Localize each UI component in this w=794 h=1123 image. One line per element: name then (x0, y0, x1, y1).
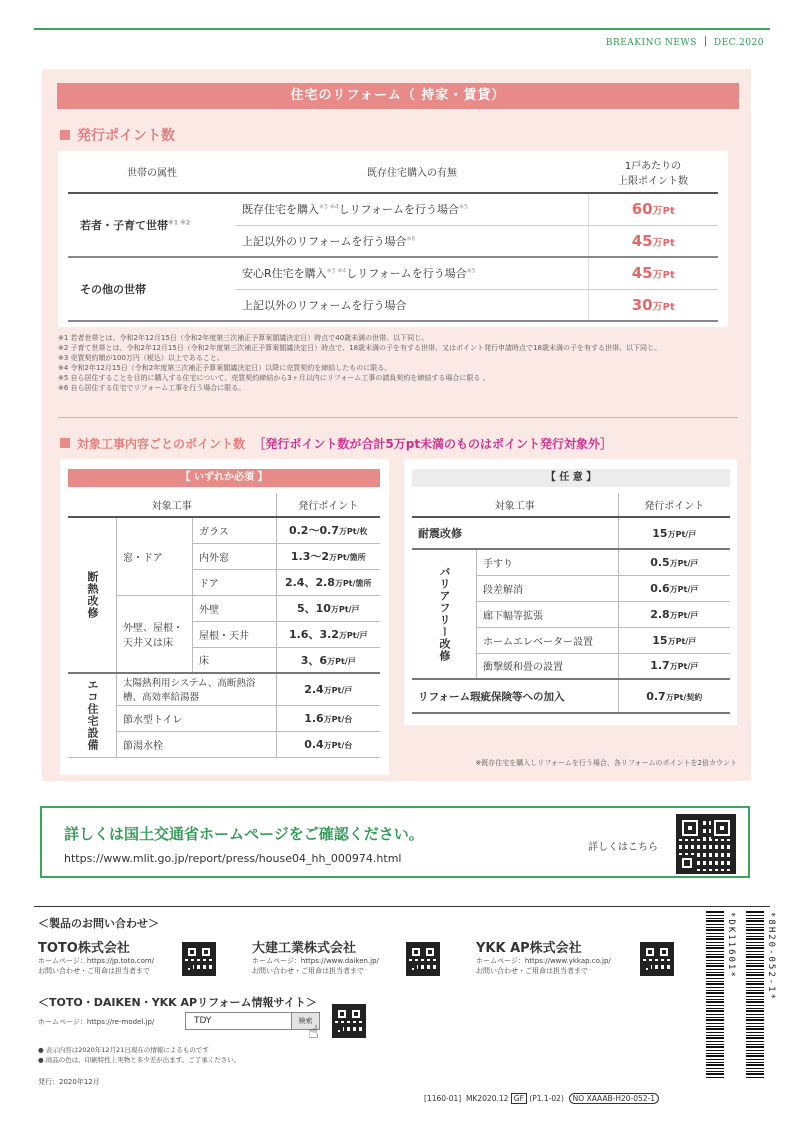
item-cell: 段差解消 (477, 575, 619, 601)
code-serial: XAAAB-H20-052-1 (586, 1094, 656, 1103)
points-unit: 万Pt (652, 301, 675, 313)
section1-title (60, 125, 175, 145)
company-daiken (252, 937, 379, 976)
item-cell: ガラス (193, 517, 277, 543)
qr-code-icon[interactable] (406, 942, 440, 976)
company-name: TOTO株式会社 (38, 941, 130, 956)
row-label (236, 193, 588, 225)
points-cell (618, 627, 730, 653)
barcode-1-icon (706, 910, 724, 1078)
points-value: 0.7 (646, 689, 666, 703)
points-unit: 万Pt/戸 (330, 605, 360, 614)
search-button[interactable]: 検索 (291, 1013, 319, 1029)
points-cell (276, 705, 380, 731)
points-value: 0.2～0.7 (288, 524, 339, 538)
col-points-header-line2: 上限ポイント数 (618, 175, 688, 187)
code-boxed: GF (511, 1093, 527, 1104)
print-codes (424, 1094, 659, 1103)
points-unit: 万Pt/箇所 (334, 579, 372, 588)
points-value: 15 (652, 633, 668, 647)
points-cell (276, 647, 380, 673)
info-title: 詳しくは国土交通省ホームページをご確認ください。 (64, 825, 424, 843)
code-text: MK2020.12 (465, 1094, 509, 1103)
item-cell: 手すり (477, 549, 619, 575)
points-value: 30 (631, 295, 653, 314)
reform-panel (42, 69, 751, 781)
company-name: YKK AP株式会社 (476, 941, 582, 956)
points-unit: 万Pt/台 (323, 714, 353, 724)
points-value: 1.6 (304, 711, 324, 725)
section2-title (60, 435, 612, 452)
panel-banner: 住宅のリフォーム（ 持家・賃貸） (57, 83, 739, 109)
points-unit: 万Pt/戸 (323, 685, 353, 695)
company-hp-link[interactable]: ホームページ：https://www.ykkap.co.jp/ (476, 957, 611, 965)
row-points (588, 257, 718, 289)
item-cell: 内外窓 (193, 543, 277, 569)
points-cell (618, 575, 730, 601)
header-label: BREAKING NEWS (605, 38, 697, 48)
table-row (412, 549, 730, 575)
item-cell: 節湯水栓 (117, 731, 277, 757)
attr-young (68, 193, 236, 257)
points-value: 1.6、3.2 (288, 628, 339, 641)
col-points-header: 発行ポイント (618, 493, 730, 517)
required-table (68, 493, 380, 758)
row-note-b: ※5 (466, 267, 476, 275)
points-unit: 万Pt/戸 (327, 656, 356, 666)
site-title: ＜TOTO・DAIKEN・YKK APリフォーム情報サイト＞ (38, 996, 317, 1009)
qr-code-icon[interactable] (640, 942, 674, 976)
points-value: 1.3～2 (290, 550, 330, 563)
footer-rule (34, 906, 770, 907)
header-meta (606, 36, 764, 48)
points-value: 0.6 (650, 581, 670, 595)
footnote: ※6 自ら居住する住宅でリフォーム工事を行う場合に限る。 (58, 384, 246, 392)
company-ask: お問い合わせ・ご用命は担当者まで (476, 967, 588, 975)
row-points (588, 225, 718, 257)
item-cell: 節水型トイレ (117, 705, 277, 731)
item-insurance: リフォーム瑕疵保険等への加入 (412, 679, 618, 713)
table-row (412, 679, 730, 713)
code-text: (P1.1-02) (529, 1094, 564, 1103)
section1-title-text: 発行ポイント数 (77, 128, 175, 144)
points-cell (276, 731, 380, 757)
footnote: ※1 若者世帯とは、令和2年12月15日（令和2年度第三次補正予算案閣議決定日）時点で40歳未満の世帯。以下同じ。 (58, 334, 429, 342)
section2-title-text: 対象工事内容ごとのポイント数 (77, 437, 246, 451)
points-value: 15 (652, 526, 668, 540)
qr-code-icon[interactable] (332, 1004, 366, 1038)
item-cell: ホームエレベーター設置 (477, 627, 619, 653)
table-row (68, 193, 718, 225)
points-cell (618, 601, 730, 627)
info-here-label: 詳しくはこちら (588, 842, 658, 853)
code-pill (569, 1093, 659, 1104)
attr-young-note: ※1 ※2 (168, 219, 191, 227)
code-no: NO (572, 1094, 585, 1103)
points-cell (618, 653, 730, 679)
table-row (68, 517, 380, 543)
points-value: 60 (631, 200, 653, 219)
attr-young-label: 若者・子育て世帯 (80, 219, 168, 232)
row-note-a: ※3 ※4 (326, 267, 347, 275)
attr-other-label: その他の世帯 (80, 283, 146, 296)
footnote: ※3 売買契約額が100万円（税込）以上であること。 (58, 354, 224, 362)
issued-date: 発行：2020年12月 (38, 1078, 100, 1086)
points-unit: 万Pt/戸 (667, 636, 697, 646)
top-rule (34, 28, 770, 30)
footnotes (58, 333, 661, 393)
footnote: ※4 令和2年12月15日（令和2年度第三次補正予算案閣議決定日）以降に売買契約を締結したものに限る。 (58, 364, 392, 372)
row-points (588, 193, 718, 225)
row-label (236, 225, 588, 257)
group-insulation: 断熱改修 (68, 517, 117, 673)
double-count-note: ※既存住宅を購入しリフォームを行う場合、各リフォームのポイントを2倍カウント (475, 759, 737, 767)
col-points-header (588, 151, 718, 193)
item-cell: 外壁 (193, 595, 277, 621)
search-value: TDY (194, 1016, 212, 1026)
section2-highlight: ［発行ポイント数が合計5万pt未満のものはポイント発行対象外］ (253, 437, 613, 451)
points-cell (618, 549, 730, 575)
group-barrier-free: バリアフリー改修 (412, 549, 477, 679)
barcode-1-text: *DK11601* (726, 912, 736, 979)
site-hp-link[interactable]: ホームページ：https://re-model.jp/ (38, 1018, 155, 1026)
row-label-a: 既存住宅を購入 (242, 203, 319, 217)
points-unit: 万Pt/戸 (669, 558, 699, 568)
company-hp-link[interactable]: ホームページ：https://www.daiken.jp/ (252, 957, 379, 965)
points-unit: 万Pt/戸 (669, 584, 699, 594)
company-toto (38, 937, 154, 976)
points-unit: 万Pt/戸 (338, 631, 368, 640)
row-note-a: ※3 ※4 (319, 203, 339, 211)
points-unit: 万Pt (652, 237, 675, 249)
points-cell (276, 621, 380, 647)
points-value: 5、10 (296, 602, 331, 615)
points-value: 2.4、2.8 (284, 576, 335, 589)
points-unit: 万Pt (652, 270, 675, 282)
group-eco: エコ住宅設備 (68, 673, 117, 757)
points-value: 45 (631, 231, 653, 250)
footnote: ※2 子育て世帯とは、令和2年12月15日（令和2年度第三次補正予算案閣議決定日）時点で、18歳未満の子を有する世帯、又はポイント発行申請時点で18歳未満の子を有する世帯。以下同じ。 (58, 344, 661, 352)
header-date: DEC.2020 (713, 38, 764, 48)
qr-code-icon[interactable] (676, 814, 736, 874)
points-value: 0.5 (650, 555, 670, 569)
points-value: 3、6 (300, 653, 328, 667)
table-header-row (68, 151, 718, 193)
required-tag: 【 いずれか必須 】 (68, 469, 380, 487)
points-value: 1.7 (650, 659, 670, 673)
points-unit: 万Pt/枚 (338, 527, 368, 537)
points-cell (618, 679, 730, 713)
points-unit: 万Pt/戸 (669, 662, 699, 672)
info-box (40, 806, 750, 878)
section-divider (58, 417, 738, 418)
points-cell (276, 543, 380, 569)
item-quake: 耐震改修 (412, 517, 618, 549)
pointer-cursor-icon: ☝ (308, 1022, 319, 1043)
points-unit: 万Pt (652, 206, 675, 218)
optional-card (404, 459, 737, 725)
points-value: 0.4 (304, 737, 324, 751)
item-cell: 屋根・天井 (193, 621, 277, 647)
points-unit: 万Pt/台 (323, 740, 353, 750)
code-text: [1160-01] (424, 1094, 462, 1103)
qr-code-icon[interactable] (182, 942, 216, 976)
item-cell: 廊下幅等拡張 (477, 601, 619, 627)
footer-bullets (38, 1045, 240, 1065)
bullet-line: ● 表示内容は2020年12月21日現在の情報によるものです (38, 1046, 209, 1054)
sub-wall-roof-floor: 外壁、屋根・天井又は床 (117, 595, 193, 673)
item-cell: 床 (193, 647, 277, 673)
row-label-b: しリフォームを行う場合 (346, 267, 467, 281)
attr-other (68, 257, 236, 321)
col-attr-header: 世帯の属性 (68, 151, 236, 193)
col-points-header: 発行ポイント (276, 493, 380, 517)
required-card (60, 459, 389, 775)
points-cell (618, 517, 730, 549)
row-points (588, 289, 718, 321)
col-points-header-line1: 1戸あたりの (624, 160, 682, 172)
points-value: 45 (631, 264, 653, 283)
points-cell (276, 673, 380, 705)
info-url-link[interactable]: https://www.mlit.go.jp/report/press/house04_hh_000974.html (64, 852, 402, 865)
optional-tag: 【 任 意 】 (412, 469, 730, 487)
row-label (236, 257, 588, 289)
points-card (58, 151, 728, 327)
optional-table (412, 493, 730, 714)
row-label-a: 安心R住宅を購入 (242, 267, 327, 281)
row-note-a: ※6 (406, 235, 416, 243)
points-table (68, 151, 718, 322)
item-cell: ドア (193, 569, 277, 595)
points-value: 2.8 (650, 607, 670, 621)
company-name: 大建工業株式会社 (252, 941, 357, 956)
company-ykkap (476, 937, 611, 976)
points-unit: 万Pt/契約 (665, 692, 703, 702)
item-cell: 衝撃緩和畳の設置 (477, 653, 619, 679)
col-purchase-header: 既存住宅購入の有無 (236, 151, 588, 193)
sub-window-door: 窓・ドア (117, 517, 193, 595)
table-row (412, 517, 730, 549)
table-header-row (68, 493, 380, 517)
row-label-b: しリフォームを行う場合 (338, 203, 460, 217)
points-value: 2.4 (304, 682, 324, 696)
row-note-b: ※5 (459, 203, 468, 211)
table-header-row (412, 493, 730, 517)
company-ask: お問い合わせ・ご用命は担当者まで (38, 967, 150, 975)
points-cell (276, 595, 380, 621)
col-work-header: 対象工事 (68, 493, 276, 517)
contact-title: ＜製品のお問い合わせ＞ (38, 917, 159, 930)
points-cell (276, 517, 380, 543)
table-row (68, 673, 380, 705)
company-ask: お問い合わせ・ご用命は担当者まで (252, 967, 364, 975)
points-cell (276, 569, 380, 595)
points-unit: 万Pt/箇所 (329, 553, 366, 562)
search-input[interactable] (185, 1012, 320, 1030)
points-unit: 万Pt/戸 (667, 529, 697, 539)
row-label (236, 289, 588, 321)
square-bullet-icon (60, 130, 70, 140)
points-unit: 万Pt/戸 (669, 610, 699, 620)
barcode-2-icon (746, 910, 764, 1078)
bullet-line: ● 商品の色は、印刷特性上実物と多少差が出ます。ご了承ください。 (38, 1056, 241, 1064)
header-separator (705, 36, 706, 46)
barcode-2-text: *8H20-052-1* (766, 912, 776, 1002)
footnote: ※5 自ら居住することを目的に購入する住宅について、売買契約締結から3ヶ月以内にリフォーム工事の請負契約を締結する場合に限る 。 (58, 374, 490, 382)
row-label-a: 上記以外のリフォームを行う場合 (242, 234, 407, 248)
item-cell: 太陽熱利用システム、高断熱浴槽、高効率給湯器 (117, 673, 277, 705)
row-label-a: 上記以外のリフォームを行う場合 (242, 298, 407, 312)
col-work-header: 対象工事 (412, 493, 618, 517)
table-row (68, 257, 718, 289)
square-bullet-icon (60, 438, 70, 448)
company-hp-link[interactable]: ホームページ：https://jp.toto.com/ (38, 957, 155, 965)
